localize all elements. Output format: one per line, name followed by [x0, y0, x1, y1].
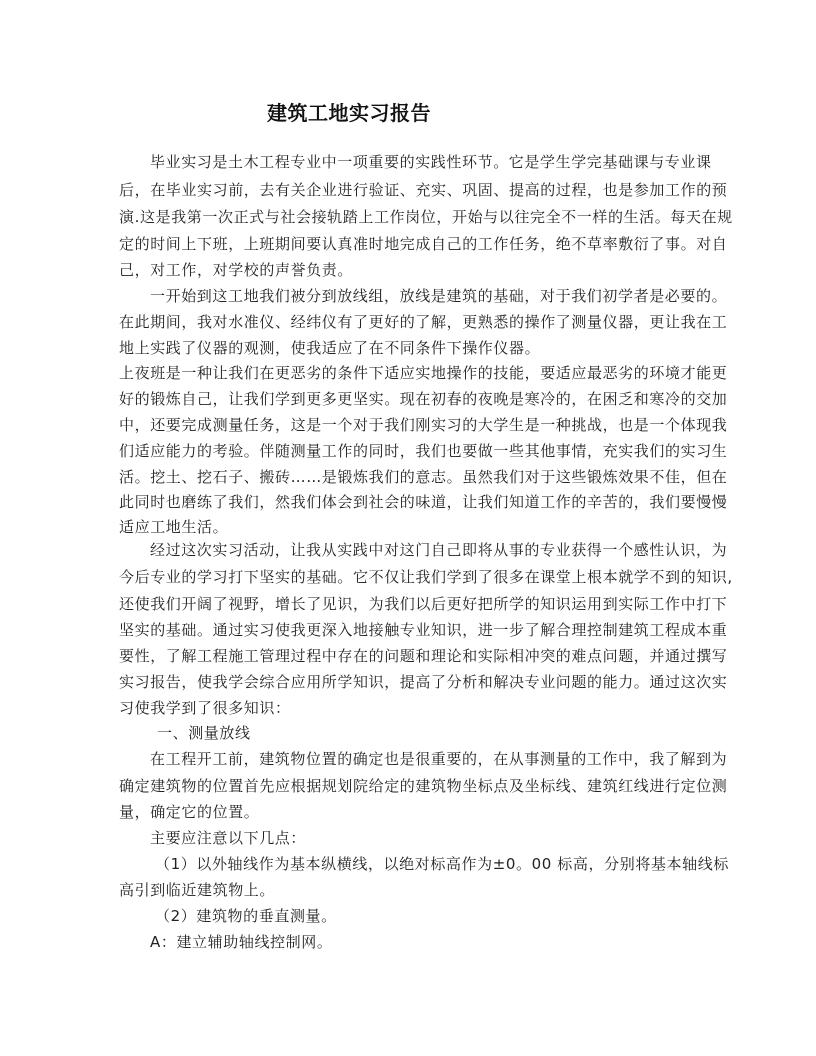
paragraph-line: 习使我学到了很多知识： [119, 699, 291, 717]
paragraph-line: 确定建筑物的位置首先应根据规划院给定的建筑物坐标点及坐标线、建筑红线进行定位测 [119, 777, 728, 795]
paragraph-line: 上夜班是一种让我们在更恶劣的条件下适应实地操作的技能，要适应最恶劣的环境才能更 [119, 364, 728, 382]
paragraph-line: 在此期间，我对水准仪、经纬仪有了更好的了解，更熟悉的操作了测量仪器，更让我在工 [119, 313, 728, 331]
paragraph-line: 一开始到这工地我们被分到放线组，放线是建筑的基础，对于我们初学者是必要的。 [150, 287, 728, 305]
paragraph-line: 好的锻炼自己，让我们学到更多更坚实。现在初春的夜晚是寒冷的，在困乏和寒冷的交加 [119, 390, 728, 408]
paragraph-line: （1）以外轴线作为基本纵横线，以绝对标高作为±0。00 标高，分别将基本轴线标 [155, 855, 729, 873]
paragraph-line: 今后专业的学习打下坚实的基础。它不仅让我们学到了很多在课堂上根本就学不到的知识, [119, 568, 733, 586]
paragraph-line: 毕业实习是土木工程专业中一项重要的实践性环节。它是学生学完基础课与专业课 [150, 153, 712, 171]
paragraph-line: （2）建筑物的垂直测量。 [155, 907, 337, 925]
paragraph-line: 还使我们开阔了视野，增长了见识，为我们以后更好把所学的知识运用到实际工作中打下 [119, 595, 728, 613]
paragraph-line: 地上实践了仪器的观测，使我适应了在不同条件下操作仪器。 [119, 339, 541, 357]
paragraph-line: 实习报告，使我学会综合应用所学知识，提高了分析和解决专业问题的能力。通过这次实 [119, 673, 728, 691]
paragraph-line: 定的时间上下班，上班期间要认真准时地完成自己的工作任务，绝不草率敷衍了事。对自 [119, 235, 728, 253]
document-title: 建筑工地实习报告 [267, 101, 431, 125]
paragraph-line: 己，对工作，对学校的声誉负责。 [119, 261, 354, 279]
paragraph-line: 一、测量放线 [157, 724, 251, 742]
paragraph-line: 量，确定它的位置。 [119, 803, 260, 821]
paragraph-line: 适应工地生活。 [119, 518, 229, 536]
paragraph-line: 此同时也磨练了我们，然我们体会到社会的味道，让我们知道工作的辛苦的，我们要慢慢 [119, 493, 728, 511]
paragraph-line: 中，还要完成测量任务，这是一个对于我们刚实习的大学生是一种挑战，也是一个体现我 [119, 416, 728, 434]
paragraph-line: 坚实的基础。通过实习使我更深入地接触专业知识，进一步了解合理控制建筑工程成本重 [119, 621, 728, 639]
paragraph-line: 在工程开工前，建筑物位置的确定也是很重要的，在从事测量的工作中，我了解到为 [150, 750, 728, 768]
paragraph-line: 要性，了解工程施工管理过程中存在的问题和理论和实际相冲突的难点问题，并通过撰写 [119, 647, 728, 665]
paragraph-line: 主要应注意以下几点： [150, 829, 307, 847]
paragraph-line: 后，在毕业实习前，去有关企业进行验证、充实、巩固、提高的过程，也是参加工作的预 [119, 181, 728, 199]
paragraph-line: 演.这是我第一次正式与社会接轨踏上工作岗位，开始与以往完全不一样的生活。每天在规 [119, 208, 733, 226]
paragraph-line: A：建立辅助轴线控制网。 [150, 933, 333, 951]
paragraph-line: 们适应能力的考验。伴随测量工作的同时，我们也要做一些其他事情，充实我们的实习生 [119, 442, 728, 460]
paragraph-line: 高引到临近建筑物上。 [119, 881, 276, 899]
paragraph-line: 经过这次实习活动，让我从实践中对这门自己即将从事的专业获得一个感性认识，为 [150, 541, 728, 559]
paragraph-line: 活。挖土、挖石子、搬砖……是锻炼我们的意志。虽然我们对于这些锻炼效果不佳，但在 [119, 468, 728, 486]
